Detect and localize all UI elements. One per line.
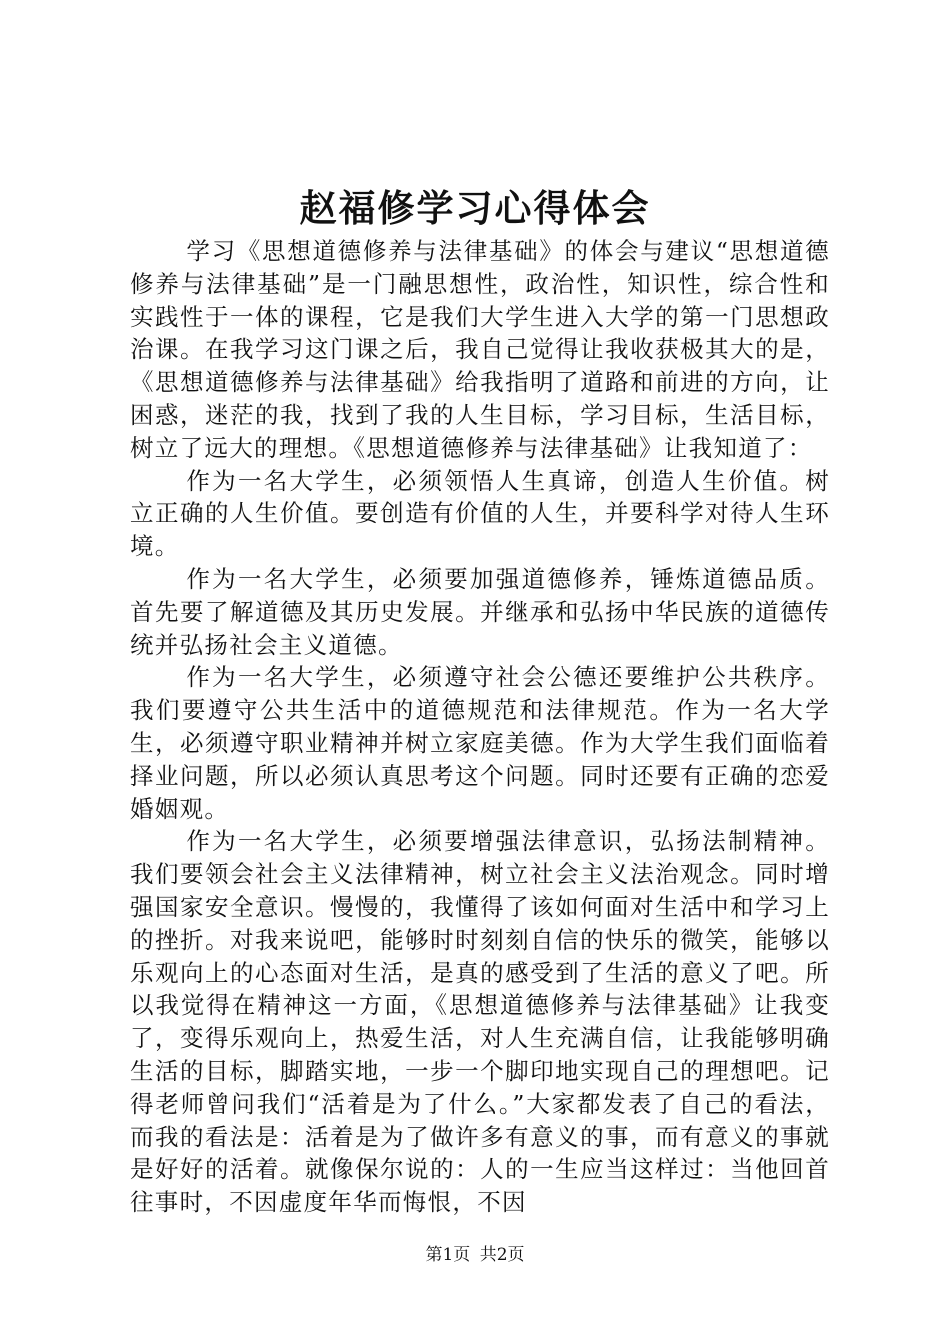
paragraph-3: 作为一名大学生，必须要加强道德修养，锤炼道德品质。首先要了解道德及其历史发展。并继承和弘扬中华民族的道德传统并弘扬社会主义道德。 [130, 564, 830, 659]
page-number-total: 共2页 [479, 1245, 525, 1265]
paragraph-1: 学习《思想道德修养与法律基础》的体会与建议“思想道德修养与法律基础”是一门融思想性，政治性，知识性，综合性和实践性于一体的课程，它是我们大学生进入大学的第一门思想政治课。在我学习这门课之后，我自己觉得让我收获极其大的是，《思想道德修养与法律基础》给我指明了道路和前进的方向，让困惑，迷茫的我，找到了我的人生目标，学习目标，生活目标，树立了远大的理想。《思想道德修养与法律基础》让我知道了： [130, 237, 830, 462]
document-title: 赵福修学习心得体会 [299, 186, 651, 230]
page-number-current: 第1页 [425, 1245, 471, 1265]
paragraph-2: 作为一名大学生，必须领悟人生真谛，创造人生价值。树立正确的人生价值。要创造有价值的人生，并要科学对待人生环境。 [130, 466, 830, 561]
page-footer [0, 1243, 950, 1267]
paragraph-5: 作为一名大学生，必须要增强法律意识，弘扬法制精神。我们要领会社会主义法律精神，树立社会主义法治观念。同时增强国家安全意识。慢慢的，我懂得了该如何面对生活中和学习上的挫折。对我来说吧，能够时时刻刻自信的快乐的微笑，能够以乐观向上的心态面对生活，是真的感受到了生活的意义了吧。所以我觉得在精神这一方面，《思想道德修养与法律基础》让我变了，变得乐观向上，热爱生活，对人生充满自信，让我能够明确生活的目标，脚踏实地，一步一个脚印地实现自己的理想吧。记得老师曾问我们“活着是为了什么。”大家都发表了自己的看法，而我的看法是：活着是为了做许多有意义的事，而有意义的事就是好好的活着。就像保尔说的：人的一生应当这样过：当他回首往事时，不因虚度年华而悔恨，不因 [130, 827, 830, 1217]
paragraph-4: 作为一名大学生，必须遵守社会公德还要维护公共秩序。我们要遵守公共生活中的道德规范和法律规范。作为一名大学生，必须遵守职业精神并树立家庭美德。作为大学生我们面临着择业问题，所以必须认真思考这个问题。同时还要有正确的恋爱婚姻观。 [130, 663, 830, 823]
document-body [130, 235, 830, 1219]
